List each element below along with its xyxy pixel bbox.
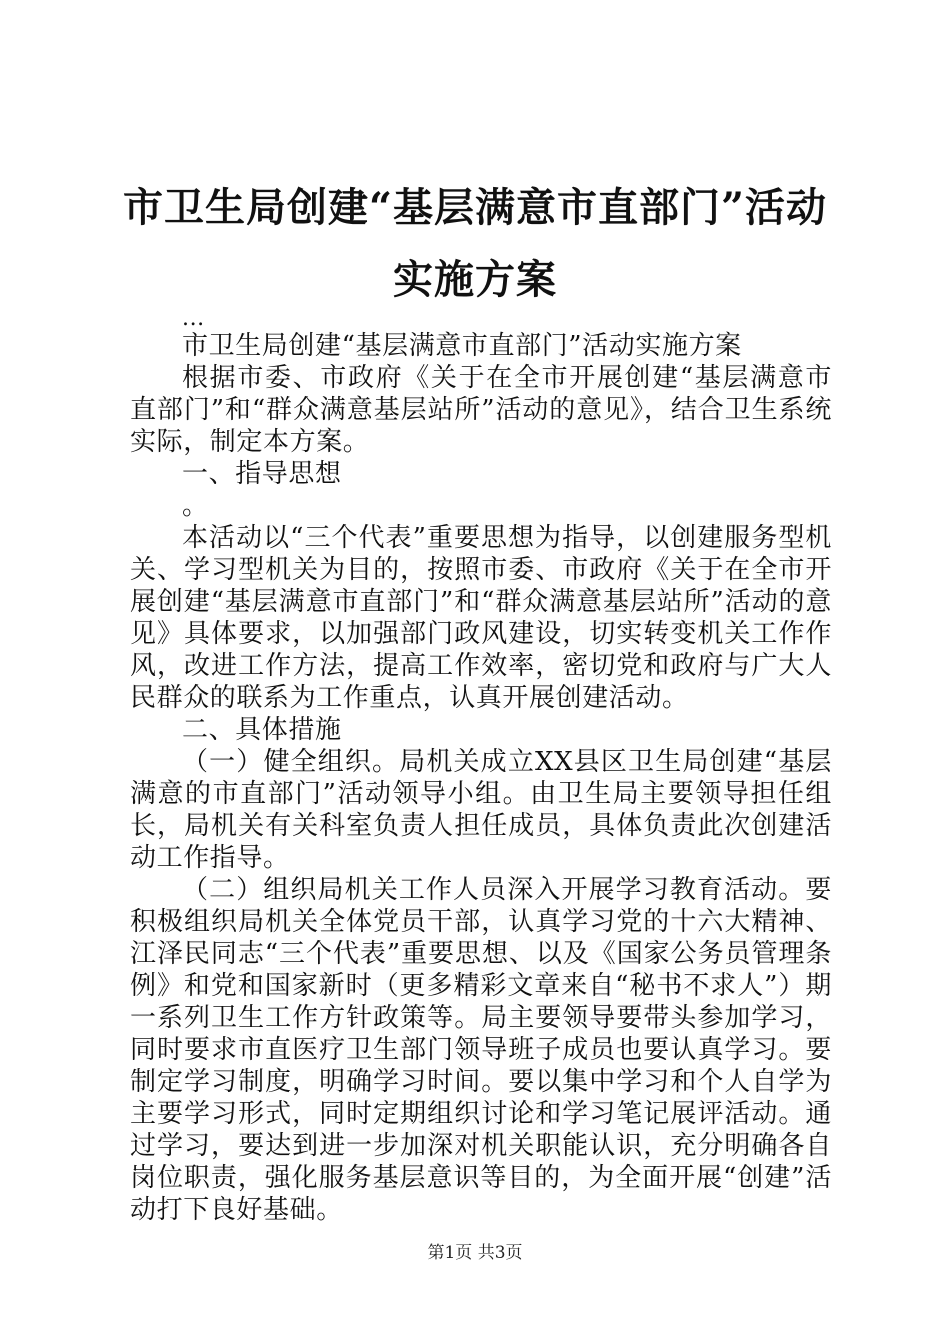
paragraph-period: 。 [182, 491, 209, 521]
paragraph-measure-1: （一）健全组织。局机关成立XX县区卫生局创建“基层满意的市直部门”活动领导小组。由卫生局主要领导担任组长，局机关有关科室负责人担任成员，具体负责此次创建活动工作指导。 [130, 747, 832, 873]
document-title: 市卫生局创建“基层满意市直部门”活动实施方案 [122, 184, 827, 303]
paragraph-intro: 根据市委、市政府《关于在全市开展创建“基层满意市直部门”和“群众满意基层站所”活动的意见》，结合卫生系统实际，制定本方案。 [130, 363, 832, 457]
section-heading-guiding-thought: 一、指导思想 [182, 459, 342, 489]
paragraph-subtitle: 市卫生局创建“基层满意市直部门”活动实施方案 [182, 331, 742, 361]
document-body [130, 308, 832, 1226]
paragraph-measure-2: （二）组织局机关工作人员深入开展学习教育活动。要积极组织局机关全体党员干部，认真学习党的十六大精神、江泽民同志“三个代表”重要思想、以及《国家公务员管理条例》和党和国家新时（更多精彩文章来自“秘书不求人”）期一系列卫生工作方针政策等。局主要领导要带头参加学习，同时要求市直医疗卫生部门领导班子成员也要认真学习。要制定学习制度，明确学习时间。要以集中学习和个人自学为主要学习形式，同时定期组织讨论和学习笔记展评活动。通过学习，要达到进一步加深对机关职能认识，充分明确各自岗位职责，强化服务基层意识等目的，为全面开展“创建”活动打下良好基础。 [130, 875, 832, 1225]
paragraph-guiding-thought: 本活动以“三个代表”重要思想为指导，以创建服务型机关、学习型机关为目的，按照市委、市政府《关于在全市开展创建“基层满意市直部门”和“群众满意基层站所”活动的意见》具体要求，以加强部门政风建设，切实转变机关工作作风，改进工作方法，提高工作效率，密切党和政府与广大人民群众的联系为工作重点，认真开展创建活动。 [130, 523, 832, 713]
page-footer: 第1页 共3页 [427, 1243, 523, 1263]
ellipsis-line: ... [182, 306, 205, 331]
section-heading-measures: 二、具体措施 [182, 715, 342, 745]
